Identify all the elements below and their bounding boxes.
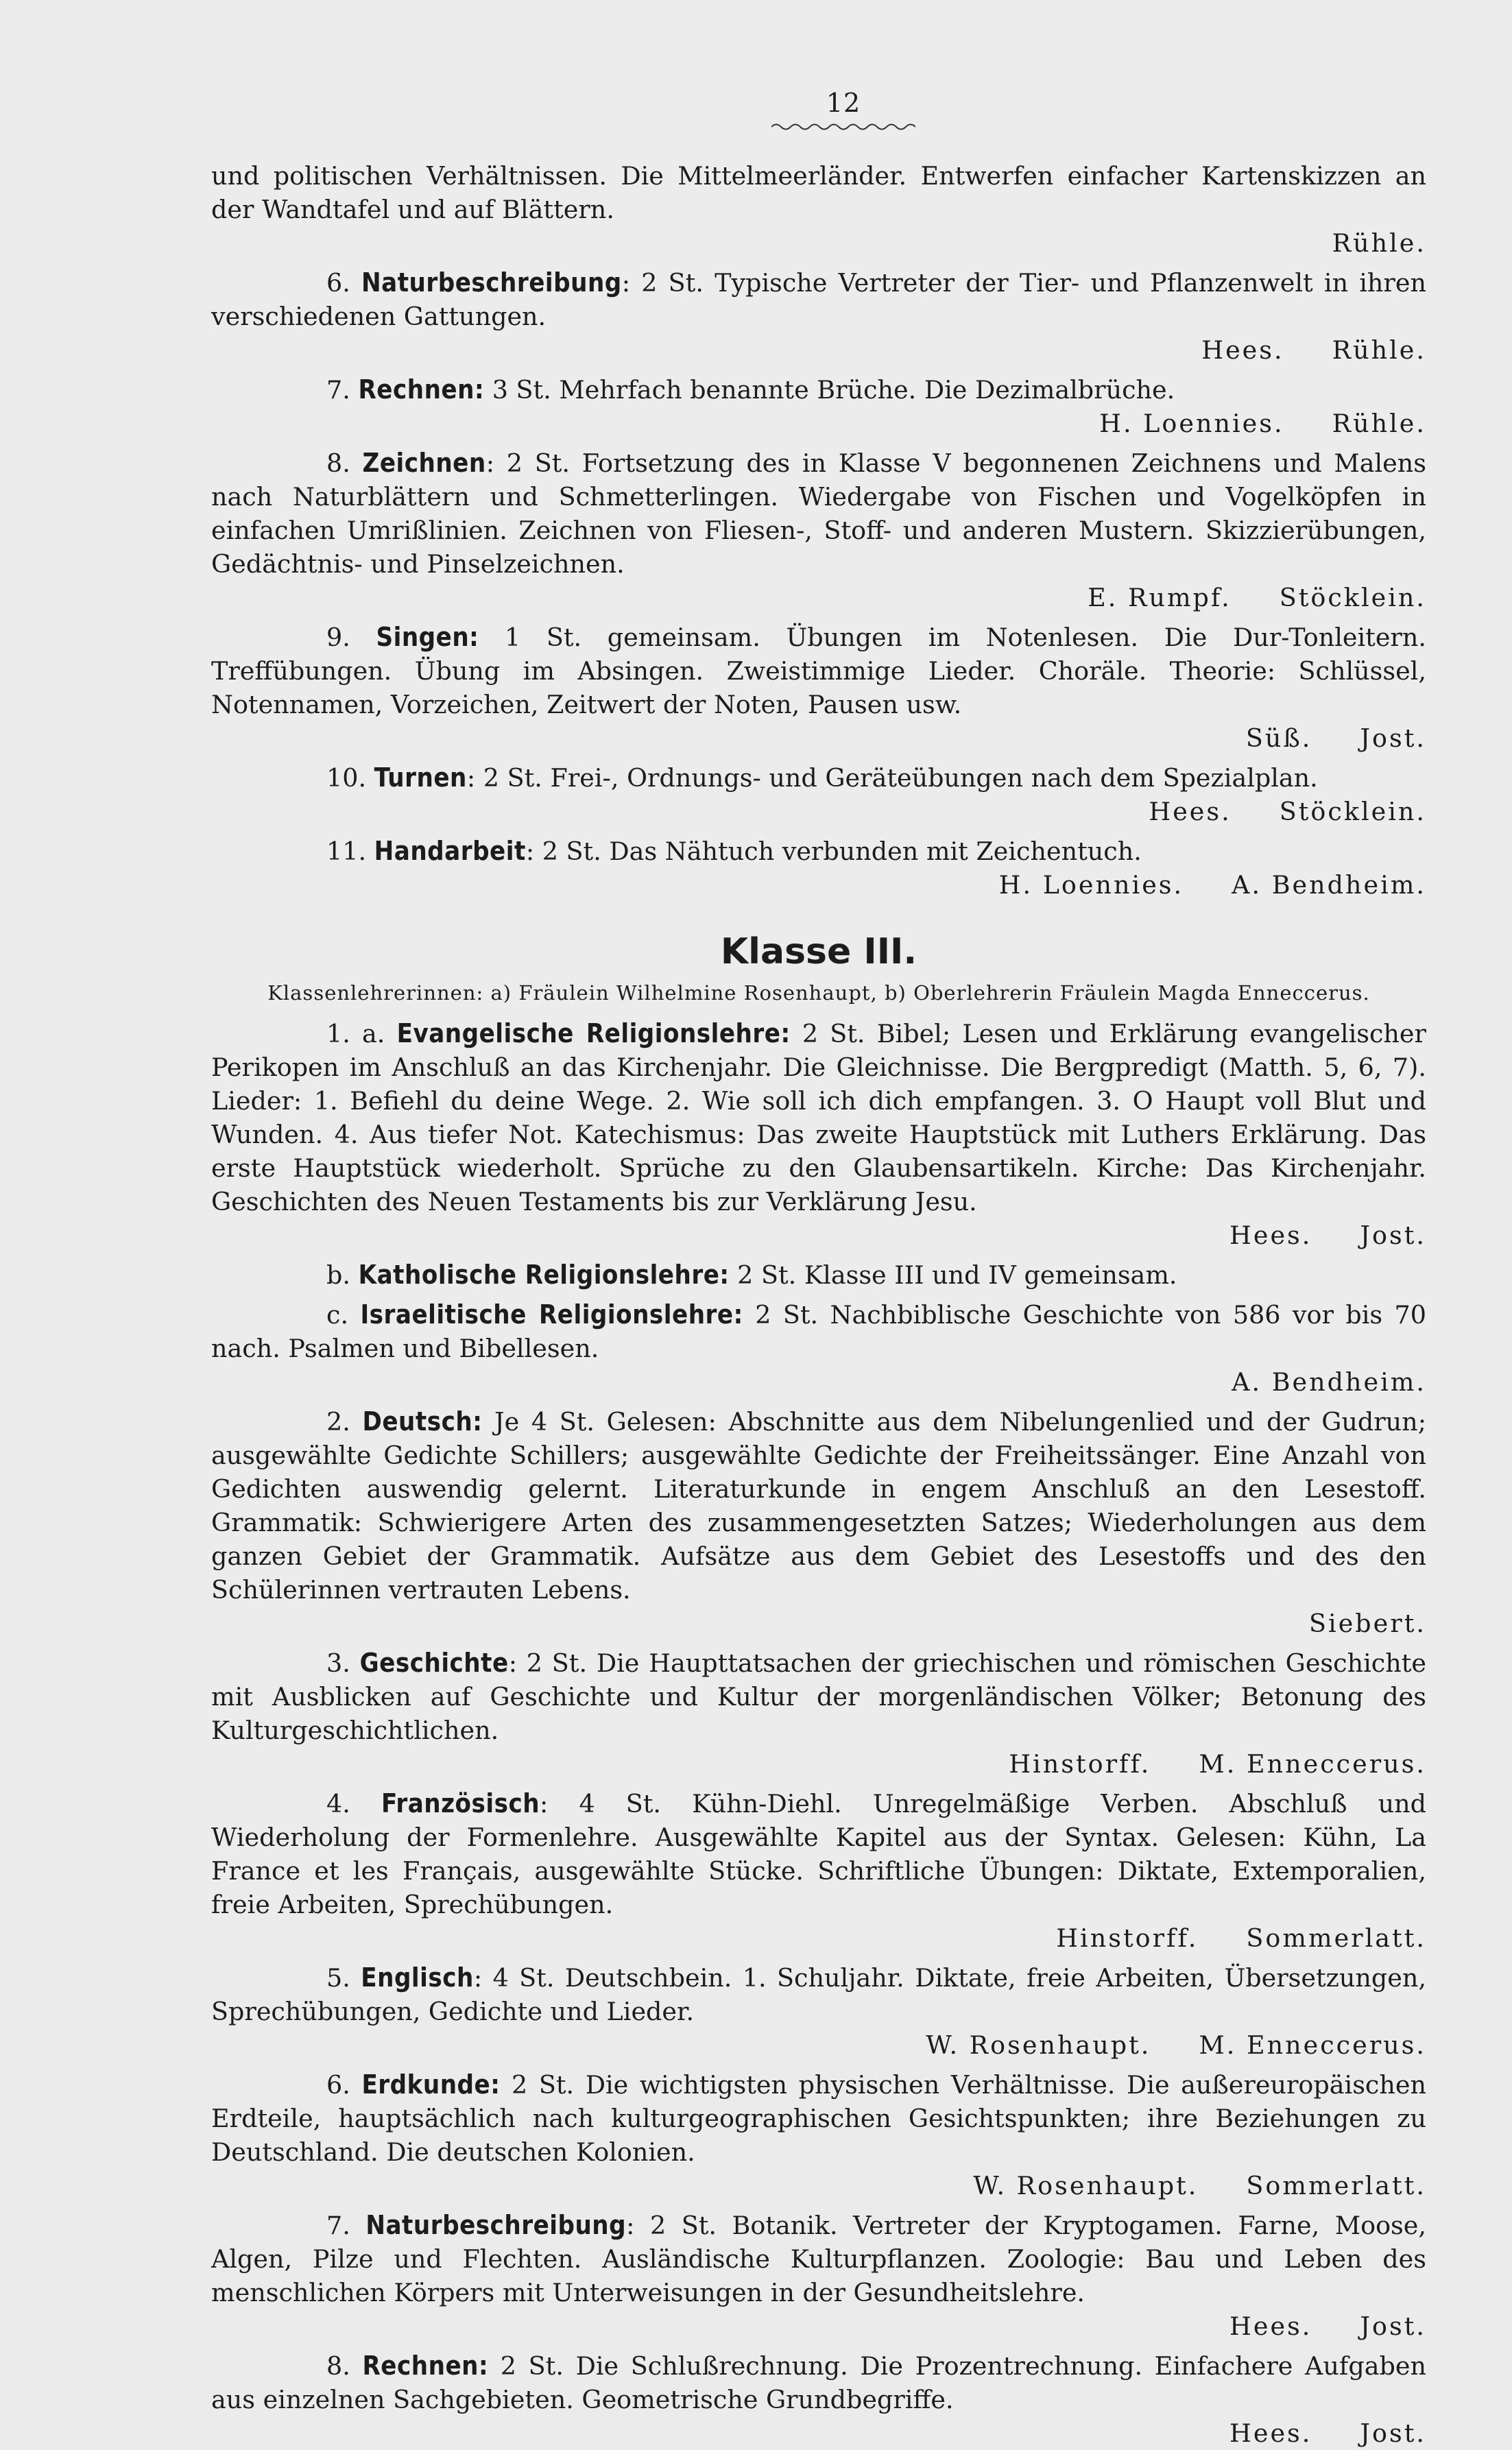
subject-heading: Turnen xyxy=(374,762,467,793)
item-number: 5. xyxy=(326,1963,361,1993)
subject-heading: Rechnen: xyxy=(362,2351,489,2381)
teacher-name: Hinstorff. xyxy=(1009,1749,1151,1779)
lesson-item xyxy=(211,1298,1426,1365)
lesson-text: : 2 St. Typische Vertreter der Tier- und Pflanzenwelt in ihren verschiedenen Gattungen. xyxy=(211,268,1426,331)
teacher-name: Jost. xyxy=(1360,1221,1426,1250)
lesson-text: 2 St. Die wichtigsten physischen Verhältnisse. Die außereuropäischen Erdteile, hauptsächlich nach kulturgeographischen Gesichtspunkten; ihre Beziehungen zu Deutschland. Die deutschen Kolonien. xyxy=(211,2070,1426,2167)
teacher-signature xyxy=(211,333,1426,367)
lesson-item xyxy=(211,1405,1426,1607)
item-number: c. xyxy=(326,1300,361,1330)
subject-heading: Französisch xyxy=(381,1788,540,1818)
teacher-name: Sommerlatt. xyxy=(1246,1923,1426,1953)
item-number: 4. xyxy=(326,1789,381,1818)
lesson-text: : 2 St. Das Nähtuch verbunden mit Zeichentuch. xyxy=(525,837,1142,866)
lesson-item xyxy=(211,834,1426,868)
klasse3-items xyxy=(211,1017,1426,2450)
teacher-signature xyxy=(211,2416,1426,2450)
item-number: 7. xyxy=(326,2211,366,2240)
teacher-name: Rühle. xyxy=(1332,409,1426,438)
lesson-item xyxy=(211,1646,1426,1747)
lesson-item xyxy=(211,373,1426,407)
lesson-text: : 2 St. Die Haupttatsachen der griechischen und römischen Geschichte mit Ausblicken auf Geschichte und Kultur der morgenländischen Völker; Betonung des Kulturgeschichtlichen. xyxy=(211,1648,1426,1745)
item-number: b. xyxy=(326,1260,359,1290)
lesson-text: : 2 St. Frei-, Ordnungs- und Geräteübungen nach dem Spezialplan. xyxy=(466,763,1318,793)
item-number: 9. xyxy=(326,623,376,652)
teacher-name: Siebert. xyxy=(1309,1609,1426,1638)
lesson-item xyxy=(211,446,1426,581)
subject-heading: Katholische Religionslehre: xyxy=(358,1260,730,1290)
lesson-item xyxy=(211,266,1426,333)
item-number: 6. xyxy=(326,268,362,298)
lesson-item xyxy=(211,1017,1426,1218)
lesson-text: Je 4 St. Gelesen: Abschnitte aus dem Nibelungenlied und der Gudrun; ausgewählte Gedichte Schillers; ausgewählte Gedichte der Freiheitssänger. Eine Anzahl von Gedichten auswendig gelernt. Literaturkunde in engem Anschluß an den Lesestoff. Grammatik: Schwierigere Arten des zusammengesetzten Satzes; Wiederholungen aus dem ganzen Gebiet der Grammatik. Aufsätze aus dem Gebiet des Lesestoffs und des den Schülerinnen vertrauten Lebens. xyxy=(211,1407,1426,1605)
subject-heading: Rechnen: xyxy=(358,374,485,405)
teacher-name: Jost. xyxy=(1360,2311,1426,2341)
teacher-signature xyxy=(211,1365,1426,1399)
subject-heading: Naturbeschreibung xyxy=(365,2210,627,2240)
teacher-signature xyxy=(211,581,1426,614)
teacher-name: M. Enneccerus. xyxy=(1199,1749,1426,1779)
teacher-name: H. Loennies. xyxy=(1099,409,1284,438)
lesson-text: 2 St. Die Schlußrechnung. Die Prozentrechnung. Einfachere Aufgaben aus einzelnen Sachgebieten. Geometrische Grundbegriffe. xyxy=(211,2351,1426,2414)
teacher-name: W. Rosenhaupt. xyxy=(973,2171,1199,2200)
teacher-name: Hees. xyxy=(1229,2311,1312,2341)
subject-heading: Erdkunde: xyxy=(361,2069,501,2100)
teacher-signature xyxy=(211,2169,1426,2202)
section-heading-klasse3: Klasse III. xyxy=(720,931,917,972)
klasse4-items xyxy=(211,266,1426,902)
teacher-name: A. Bendheim. xyxy=(1232,870,1426,900)
item-number: 10. xyxy=(326,763,374,793)
lesson-item xyxy=(211,1787,1426,1921)
item-number: 8. xyxy=(326,448,363,478)
teacher-name: H. Loennies. xyxy=(998,870,1184,900)
teacher-signature xyxy=(211,2028,1426,2062)
intro-paragraph: und politischen Verhältnissen. Die Mittelmeerländer. Entwerfen einfacher Kartenskizzen an der Wandtafel und auf Blättern. xyxy=(211,161,1426,224)
lesson-item xyxy=(211,761,1426,795)
teacher-name: Rühle. xyxy=(1332,335,1426,365)
item-number: 6. xyxy=(326,2070,362,2100)
subject-heading: Naturbeschreibung xyxy=(361,267,622,298)
teacher-signature xyxy=(211,1607,1426,1640)
teacher-signature xyxy=(211,721,1426,755)
teacher-signature xyxy=(211,407,1426,440)
subject-heading: Geschichte xyxy=(359,1648,509,1678)
teacher-name: W. Rosenhaupt. xyxy=(926,2030,1151,2060)
lesson-text: 3 St. Mehrfach benannte Brüche. Die Dezimalbrüche. xyxy=(484,375,1175,405)
lesson-item xyxy=(211,2349,1426,2416)
item-number: 8. xyxy=(326,2351,363,2381)
item-number: 1. a. xyxy=(326,1019,397,1048)
teacher-signature xyxy=(211,1747,1426,1781)
teacher-name: Jost. xyxy=(1360,2418,1426,2448)
subject-heading: Deutsch: xyxy=(362,1406,483,1437)
teacher-name: M. Enneccerus. xyxy=(1199,2030,1426,2060)
lesson-text: 2 St. Klasse III und IV gemeinsam. xyxy=(729,1260,1177,1290)
lesson-text: : 4 St. Kühn-Diehl. Unregelmäßige Verben. Abschluß und Wiederholung der Formenlehre. Ausgewählte Kapitel aus der Syntax. Gelesen: Kühn, La France et les Français, ausgewählte Stücke. Schriftliche Übungen: Diktate, Extemporalien, freie Arbeiten, Sprechübungen. xyxy=(211,1789,1427,1919)
lesson-item xyxy=(211,621,1426,721)
lesson-item xyxy=(211,1258,1426,1292)
teacher-signature xyxy=(211,1921,1426,1955)
teacher-name: E. Rumpf. xyxy=(1088,583,1232,612)
lesson-text: 2 St. Bibel; Lesen und Erklärung evangelischer Perikopen im Anschluß an das Kirchenjahr. Die Gleichnisse. Die Bergpredigt (Matth. 5, 6, 7). Lieder: 1. Befiehl du deine Wege. 2. Wie soll ich dich empfangen. 3. O Haupt voll Blut und Wunden. 4. Aus tiefer Not. Katechismus: Das zweite Hauptstück mit Luthers Erklärung. Das erste Hauptstück wiederholt. Sprüche zu den Glaubensartikeln. Kirche: Das Kirchenjahr. Geschichten des Neuen Testaments bis zur Verklärung Jesu. xyxy=(211,1019,1426,1216)
lesson-item xyxy=(211,2209,1426,2309)
teacher-name: Hees. xyxy=(1201,335,1284,365)
wave-ornament xyxy=(771,122,915,132)
lesson-item xyxy=(211,1961,1426,2028)
lesson-text: 2 St. Nachbiblische Geschichte von 586 vor bis 70 nach. Psalmen und Bibellesen. xyxy=(211,1300,1426,1363)
page-number: 12 xyxy=(826,88,861,118)
klassenlehrerinnen-line: Klassenlehrerinnen: a) Fräulein Wilhelmine Rosenhaupt, b) Oberlehrerin Fräulein Magda Enneccerus. xyxy=(267,981,1370,1005)
teacher-name: Hees. xyxy=(1149,797,1232,826)
teacher-name: Stöcklein. xyxy=(1279,797,1426,826)
teacher-name: Rühle. xyxy=(1332,228,1426,258)
teacher-name: Sommerlatt. xyxy=(1246,2171,1426,2200)
subject-heading: Zeichnen xyxy=(362,448,486,478)
teacher-signature xyxy=(211,2309,1426,2343)
intro-signature xyxy=(211,226,1426,260)
subject-heading: Evangelische Religionslehre: xyxy=(396,1018,791,1048)
lesson-text: : 4 St. Deutschbein. 1. Schuljahr. Diktate, freie Arbeiten, Übersetzungen, Sprechübungen, Gedichte und Lieder. xyxy=(211,1963,1426,2026)
body-text xyxy=(211,159,1426,2450)
teacher-signature xyxy=(211,868,1426,902)
lesson-text: : 2 St. Fortsetzung des in Klasse V begonnenen Zeichnens und Malens nach Naturblättern und Schmetterlingen. Wiedergabe von Fischen und Vogelköpfen in einfachen Umrißlinien. Zeichnen von Fliesen-, Stoff- und anderen Mustern. Skizzierübungen, Gedächtnis- und Pinselzeichnen. xyxy=(211,448,1426,579)
item-number: 11. xyxy=(326,837,374,866)
teacher-name: A. Bendheim. xyxy=(1232,1367,1426,1397)
teacher-name: Süß. xyxy=(1245,723,1312,753)
item-number: 7. xyxy=(326,375,359,405)
subject-heading: Israelitische Religionslehre: xyxy=(360,1299,743,1330)
teacher-name: Hinstorff. xyxy=(1056,1923,1199,1953)
lesson-item xyxy=(211,2068,1426,2169)
subject-heading: Englisch xyxy=(361,1962,474,1993)
lesson-text: 1 St. gemeinsam. Übungen im Notenlesen. Die Dur-Tonleitern. Treffübungen. Übung im Absingen. Zweistimmige Lieder. Choräle. Theorie: Schlüssel, Notennamen, Vorzeichen, Zeitwert der Noten, Pausen usw. xyxy=(211,623,1426,719)
subject-heading: Handarbeit xyxy=(374,836,526,866)
teacher-name: Stöcklein. xyxy=(1279,583,1426,612)
subject-heading: Singen: xyxy=(376,622,479,652)
teacher-name: Hees. xyxy=(1229,2418,1312,2448)
item-number: 3. xyxy=(326,1648,360,1678)
teacher-name: Hees. xyxy=(1229,1221,1312,1250)
lesson-text: : 2 St. Botanik. Vertreter der Kryptogamen. Farne, Moose, Algen, Pilze und Flechten. Ausländische Kulturpflanzen. Zoologie: Bau und Leben des menschlichen Körpers mit Unterweisungen in der Gesundheitslehre. xyxy=(211,2211,1426,2307)
teacher-name: Jost. xyxy=(1360,723,1426,753)
teacher-signature xyxy=(211,1218,1426,1252)
teacher-signature xyxy=(211,795,1426,828)
item-number: 2. xyxy=(326,1407,363,1437)
